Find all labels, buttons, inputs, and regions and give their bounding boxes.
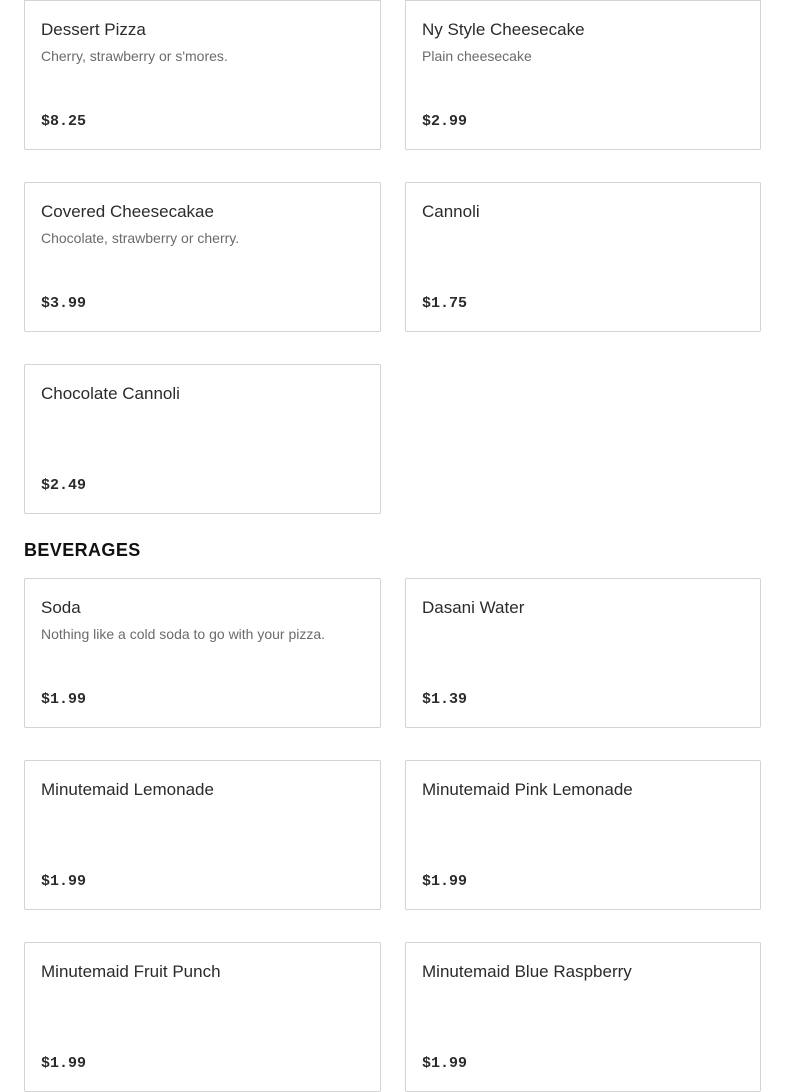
- menu-item-name: Minutemaid Fruit Punch: [41, 962, 221, 981]
- menu-item-price: $1.75: [422, 295, 468, 312]
- menu-item-description: Cherry, strawberry or s'mores.: [41, 48, 228, 64]
- menu-item-card-dessert-pizza[interactable]: [24, 0, 381, 150]
- menu-item-card-ny-style-cheesecake[interactable]: [405, 0, 761, 150]
- menu-item-price: $3.99: [41, 295, 87, 312]
- menu-item-card-cannoli[interactable]: [405, 182, 761, 332]
- menu-item-card-minutemaid-blue-raspberry[interactable]: [405, 942, 761, 1092]
- menu-item-price: $1.99: [422, 873, 468, 890]
- menu-item-price: $1.99: [41, 1055, 87, 1072]
- menu-item-description: Nothing like a cold soda to go with your pizza.: [41, 626, 326, 642]
- desserts-grid: [24, 0, 761, 514]
- menu-item-name: Dasani Water: [422, 598, 525, 617]
- menu-item-price: $1.99: [41, 691, 87, 708]
- section-title-beverages: BEVERAGES: [24, 540, 141, 560]
- menu-item-name: Dessert Pizza: [41, 20, 146, 39]
- menu-item-description: Plain cheesecake: [422, 48, 532, 64]
- menu-item-price: $1.99: [41, 873, 87, 890]
- menu-item-card-chocolate-cannoli[interactable]: [24, 364, 381, 514]
- menu-item-name: Chocolate Cannoli: [41, 384, 180, 403]
- menu-item-name: Ny Style Cheesecake: [422, 20, 585, 39]
- menu-item-name: Minutemaid Pink Lemonade: [422, 780, 633, 799]
- menu-item-price: $1.99: [422, 1055, 468, 1072]
- menu-item-price: $2.99: [422, 113, 468, 130]
- menu-item-name: Minutemaid Blue Raspberry: [422, 962, 632, 981]
- menu-item-card-covered-cheesecake[interactable]: [24, 182, 381, 332]
- beverages-grid: [24, 578, 761, 1092]
- menu-item-name: Cannoli: [422, 202, 480, 221]
- menu-item-card-minutemaid-pink-lemonade[interactable]: [405, 760, 761, 910]
- menu-item-name: Soda: [41, 598, 81, 617]
- menu-item-description: Chocolate, strawberry or cherry.: [41, 230, 240, 246]
- menu-item-price: $8.25: [41, 113, 87, 130]
- menu-item-name: Minutemaid Lemonade: [41, 780, 214, 799]
- menu-item-card-soda[interactable]: [24, 578, 381, 728]
- menu-item-card-minutemaid-lemonade[interactable]: [24, 760, 381, 910]
- menu-item-price: $1.39: [422, 691, 468, 708]
- menu-item-card-minutemaid-fruit-punch[interactable]: [24, 942, 381, 1092]
- menu-item-card-dasani-water[interactable]: [405, 578, 761, 728]
- menu-item-name: Covered Cheesecakae: [41, 202, 214, 221]
- menu-item-price: $2.49: [41, 477, 87, 494]
